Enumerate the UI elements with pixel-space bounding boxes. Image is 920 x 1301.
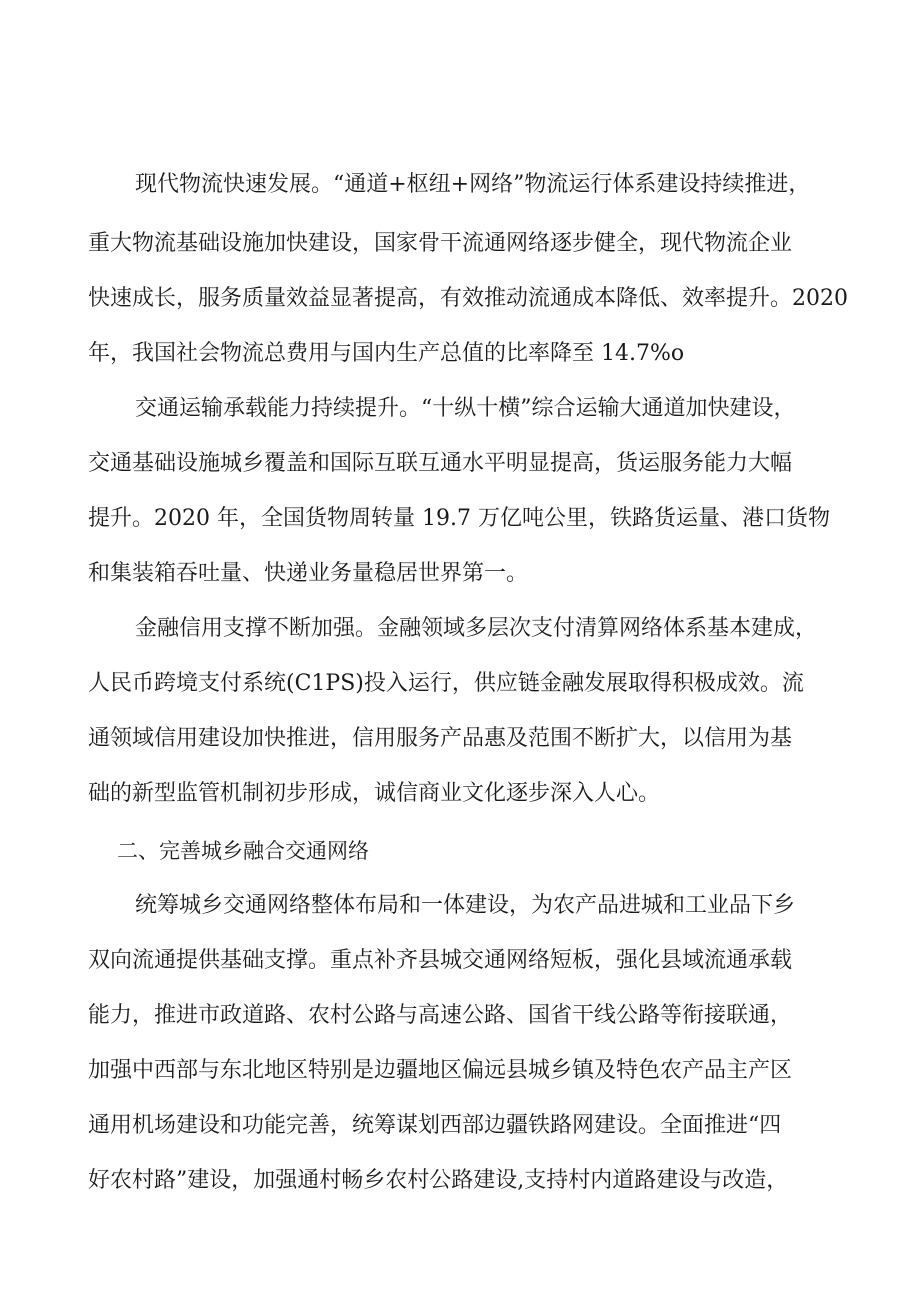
paragraph-transport-line-3: 提升。2020 年，全国货物周转量 19.7 万亿吨公里，铁路货运量、港口货物 xyxy=(88,506,830,531)
paragraph-network-line-2: 双向流通提供基础支撑。重点补齐县城交通网络短板，强化县域流通承载 xyxy=(88,948,793,973)
paragraph-network-line-3: 能力，推进市政道路、农村公路与高速公路、国省干线公路等衔接联通， xyxy=(88,1003,793,1028)
paragraph-finance-line-4: 础的新型监管机制初步形成，诚信商业文化逐步深入人心。 xyxy=(88,781,661,806)
paragraph-transport-line-2: 交通基础设施城乡覆盖和国际互联互通水平明显提高，货运服务能力大幅 xyxy=(88,451,793,476)
section-heading: 二、完善城乡融合交通网络 xyxy=(117,839,369,863)
paragraph-network-line-4: 加强中西部与东北地区特别是边疆地区偏远县城乡镇及特色农产品主产区 xyxy=(88,1058,793,1083)
paragraph-network-line-1: 统筹城乡交通网络整体布局和一体建设，为农产品进城和工业品下乡 xyxy=(135,893,796,918)
paragraph-transport-line-4: 和集装箱吞吐量、快递业务量稳居世界第一。 xyxy=(88,561,529,586)
paragraph-logistics-line-3: 快速成长，服务质量效益显著提高，有效推动流通成本降低、效率提升。2020 xyxy=(88,286,848,311)
paragraph-network-line-5: 通用机场建设和功能完善，统筹谋划西部边疆铁路网建设。全面推进“四 xyxy=(88,1113,782,1138)
paragraph-finance-line-2: 人民币跨境支付系统(C1PS)投入运行，供应链金融发展取得积极成效。流 xyxy=(88,671,804,696)
paragraph-network-line-6: 好农村路”建设，加强通村畅乡农村公路建设,支持村内道路建设与改造， xyxy=(88,1168,789,1193)
paragraph-finance-line-1: 金融信用支撑不断加强。金融领域多层次支付清算网络体系基本建成， xyxy=(135,616,818,641)
paragraph-logistics-line-4: 年，我国社会物流总费用与国内生产总值的比率降至 14.7%o xyxy=(88,341,685,366)
paragraph-transport-line-1: 交通运输承载能力持续提升。“十纵十横”综合运输大通道加快建设， xyxy=(135,396,796,421)
paragraph-logistics-line-2: 重大物流基础设施加快建设，国家骨干流通网络逐步健全，现代物流企业 xyxy=(88,231,793,256)
paragraph-finance-line-3: 通领域信用建设加快推进，信用服务产品惠及范围不断扩大，以信用为基 xyxy=(88,726,793,751)
paragraph-logistics-line-1: 现代物流快速发展。“通道+枢纽+网络”物流运行体系建设持续推进， xyxy=(135,172,811,197)
